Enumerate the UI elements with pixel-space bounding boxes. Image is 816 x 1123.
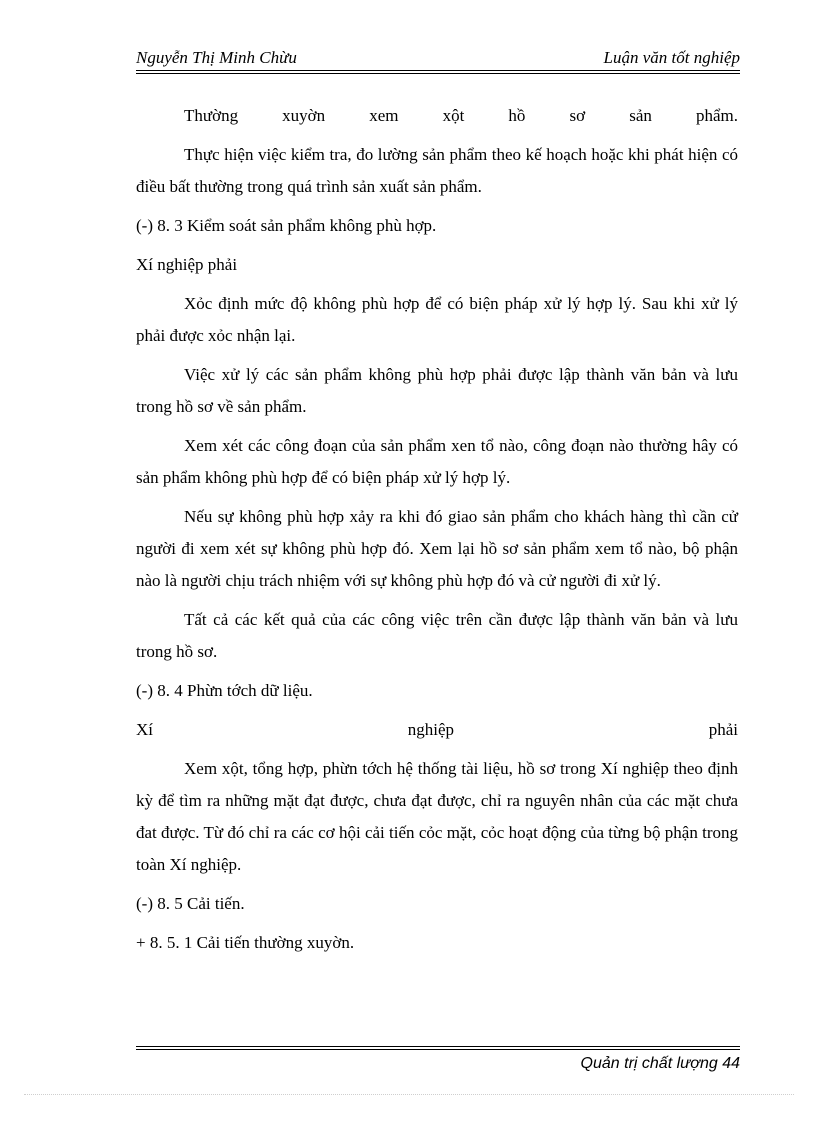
section-heading: (-) 8. 3 Kiểm soát sản phẩm không phù hợp. (136, 216, 437, 235)
paragraph: Xem xét các công đoạn của sản phẩm xen tổ nào, công đoạn nào thường hây có sản phẩm không phù hợp để có biện pháp xử lý hợp lý. (136, 436, 738, 487)
header-rule-top (136, 70, 740, 71)
page-header (136, 46, 740, 70)
header-author: Nguyễn Thị Minh Chừu (136, 48, 297, 67)
subsection-heading: + 8. 5. 1 Cải tiến thường xuyờn. (136, 933, 355, 952)
paragraph: Xí nghiệp phải (136, 720, 738, 739)
section-heading: (-) 8. 4 Phừn tớch dữ liệu. (136, 681, 313, 700)
paragraph: Nếu sự không phù hợp xảy ra khi đó giao sản phẩm cho khách hàng thì cần cử người đi xem xét sự không phù hợp đó. Xem lại hồ sơ sản phẩm xem tổ nào, bộ phận nào là người chịu trách nhiệm với sự không phù hợp đó và cử người đi xử lý. (136, 507, 738, 590)
paragraph: Xí nghiệp phải (136, 255, 238, 274)
paragraph: Việc xử lý các sản phẩm không phù hợp phải được lập thành văn bản và lưu trong hồ sơ về sản phẩm. (136, 365, 738, 416)
paragraph: Thường xuyờn xem xột hồ sơ sản phẩm. (184, 106, 738, 125)
footer-rule-bottom (136, 1049, 740, 1050)
header-rule-bottom (136, 73, 740, 74)
paragraph: Xỏc định mức độ không phù hợp để có biện pháp xử lý hợp lý. Sau khi xử lý phải được xỏc nhận lại. (136, 294, 738, 345)
paragraph: Tất cả các kết quả của các công việc trên cần được lập thành văn bản và lưu trong hồ sơ. (136, 610, 738, 661)
page-footer: Quản trị chất lượng 44 (580, 1055, 740, 1072)
paragraph: Thực hiện việc kiểm tra, đo lường sản phẩm theo kế hoạch hoặc khi phát hiện có điều bất thường trong quá trình sản xuất sản phẩm. (136, 145, 738, 196)
header-doc-type: Luận văn tốt nghiệp (603, 48, 740, 67)
paragraph: Xem xột, tổng hợp, phừn tớch hệ thống tài liệu, hồ sơ trong Xí nghiệp theo định kỳ để tìm ra những mặt đạt được, chưa đạt được, chỉ ra nguyên nhân của các mặt chưa đat được. Từ đó chỉ ra các cơ hội cải tiến cỏc mặt, cỏc hoạt động của từng bộ phận trong toàn Xí nghiệp. (136, 759, 738, 874)
section-heading: (-) 8. 5 Cải tiến. (136, 894, 245, 913)
document-body (136, 100, 738, 966)
page-edge-divider (24, 1094, 794, 1095)
footer-rule-top (136, 1046, 740, 1047)
